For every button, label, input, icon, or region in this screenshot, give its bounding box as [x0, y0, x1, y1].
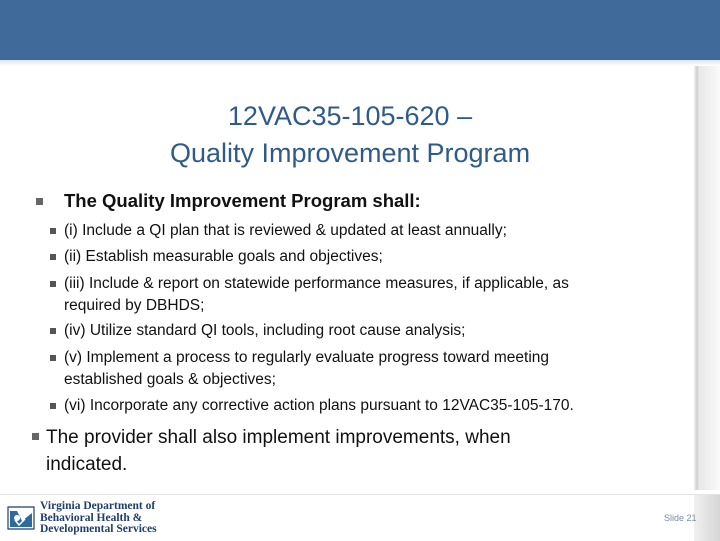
square-bullet-icon — [50, 228, 56, 234]
sub-bullet-text-cont: required by DBHDS; — [64, 297, 205, 314]
square-bullet-icon — [50, 254, 56, 260]
main-bullet — [38, 190, 668, 212]
logo-line2: Behavioral Health & — [40, 511, 143, 524]
slide-number: Slide 21 — [664, 513, 697, 523]
sub-bullet-1 — [48, 220, 688, 242]
sub-bullet-3 — [48, 273, 688, 317]
slide-title-line2: Quality Improvement Program — [169, 138, 531, 168]
dbhds-logo-icon — [5, 503, 37, 533]
slide-title-line1: 12VAC35-105-620 – — [227, 101, 473, 131]
sub-bullet-text: (ii) Establish measurable goals and objectives; — [64, 248, 383, 265]
sub-bullet-text: (v) Implement a process to regularly evaluate progress toward meeting — [64, 349, 550, 366]
sub-bullet-text-cont: established goals & objectives; — [64, 371, 276, 388]
sub-bullet-5 — [48, 347, 688, 391]
footer-rail — [694, 495, 720, 541]
square-bullet-icon — [50, 355, 56, 361]
square-bullet-icon — [50, 328, 56, 334]
slide-footer — [0, 494, 720, 541]
second-bullet-text: The provider shall also implement improvements, when — [46, 427, 511, 448]
logo-wordmark — [40, 501, 157, 536]
sub-bullet-4 — [48, 320, 688, 342]
logo-line3: Developmental Services — [40, 523, 157, 535]
header-rule — [0, 60, 720, 66]
logo-line1: Virginia Department of — [40, 500, 156, 512]
square-bullet-icon — [50, 403, 56, 409]
right-rail-shadow — [700, 66, 720, 490]
sub-bullet-text: (iv) Utilize standard QI tools, including root cause analysis; — [64, 322, 466, 339]
sub-bullet-text: (vi) Incorporate any corrective action plans pursuant to 12VAC35-105-170. — [64, 397, 574, 414]
square-bullet-icon — [50, 281, 56, 287]
sub-bullet-6 — [48, 395, 688, 417]
sub-bullet-2 — [48, 246, 688, 268]
square-bullet-icon — [32, 433, 39, 440]
main-bullet-text: The Quality Improvement Program shall: — [64, 190, 421, 211]
square-bullet-icon — [36, 198, 43, 205]
sub-bullet-text: (iii) Include & report on statewide performance measures, if applicable, as — [64, 275, 569, 292]
second-bullet — [32, 424, 632, 478]
sub-bullet-text: (i) Include a QI plan that is reviewed & updated at least annually; — [64, 222, 507, 239]
second-bullet-text-cont: indicated. — [46, 454, 128, 475]
slide-title — [60, 98, 640, 172]
header-band — [0, 0, 720, 60]
